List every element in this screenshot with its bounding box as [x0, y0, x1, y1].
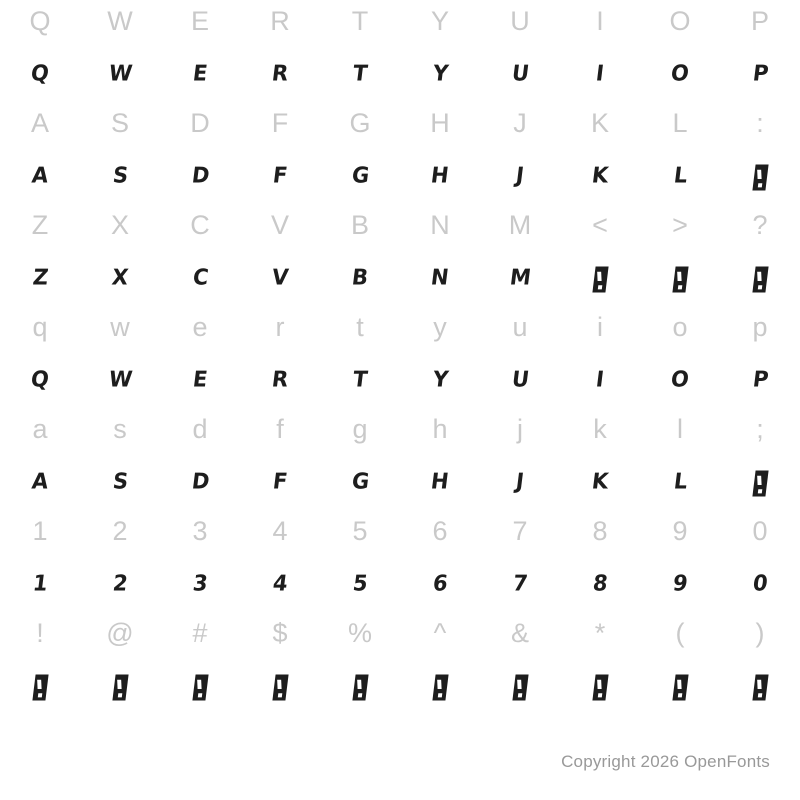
glyph-shape: K	[590, 468, 610, 494]
glyph-char	[80, 663, 160, 714]
glyph-shape: N	[429, 264, 451, 290]
glyph-char	[80, 357, 160, 408]
glyph-shape: Y	[431, 60, 449, 86]
glyph-row-qwerty-lower	[0, 357, 800, 408]
notdef-block-glyph	[112, 675, 128, 701]
key-row-zxcv-upper	[0, 204, 800, 255]
key-char: d	[192, 414, 208, 444]
notdef-block-glyph	[192, 675, 208, 701]
glyph-char	[240, 357, 320, 408]
notdef-block-glyph	[752, 471, 768, 497]
key-char: 7	[512, 516, 528, 546]
glyph-char	[480, 357, 560, 408]
notdef-block-glyph	[752, 267, 768, 293]
glyph-char	[560, 153, 640, 204]
notdef-block-glyph	[432, 675, 448, 701]
glyph-char	[400, 357, 480, 408]
notdef-block-glyph	[352, 675, 368, 701]
glyph-char	[0, 357, 80, 408]
key-char: ?	[752, 210, 768, 240]
key-char: j	[517, 414, 523, 444]
key-char: R	[270, 6, 290, 36]
glyph-row-symbols	[0, 663, 800, 714]
key-char: G	[349, 108, 371, 138]
key-char: A	[30, 108, 49, 138]
glyph-char	[720, 51, 800, 102]
key-row-asdf-upper	[0, 102, 800, 153]
key-char: 0	[752, 516, 768, 546]
key-char: l	[677, 414, 683, 444]
glyph-char	[560, 459, 640, 510]
glyph-char	[80, 51, 160, 102]
glyph-char	[320, 255, 400, 306]
glyph-shape: L	[672, 162, 689, 188]
glyph-shape: D	[190, 162, 211, 188]
key-char: 3	[192, 516, 208, 546]
glyph-char	[560, 561, 640, 612]
glyph-char	[560, 357, 640, 408]
glyph-shape: M	[508, 264, 532, 290]
glyph-shape: C	[191, 264, 210, 290]
glyph-shape: T	[351, 366, 369, 392]
glyph-char	[320, 459, 400, 510]
key-char: o	[672, 312, 688, 342]
key-char: M	[508, 210, 532, 240]
glyph-shape: 4	[271, 570, 289, 596]
key-row-symbols	[0, 612, 800, 663]
key-char: u	[512, 312, 528, 342]
key-char: S	[110, 108, 129, 138]
glyph-row-asdf-upper	[0, 153, 800, 204]
glyph-shape: 2	[111, 570, 129, 596]
glyph-char	[240, 153, 320, 204]
glyph-char	[480, 51, 560, 102]
glyph-char	[240, 51, 320, 102]
key-char: H	[430, 108, 450, 138]
glyph-char	[400, 153, 480, 204]
key-char: Q	[29, 6, 51, 36]
glyph-shape: S	[111, 162, 129, 188]
glyph-char	[0, 153, 80, 204]
glyph-char	[240, 561, 320, 612]
key-char: *	[594, 618, 606, 648]
glyph-char	[320, 561, 400, 612]
glyph-shape: 3	[191, 570, 209, 596]
glyph-shape: 7	[511, 570, 529, 596]
glyph-char	[640, 459, 720, 510]
glyph-shape: O	[669, 366, 691, 392]
glyph-shape: A	[30, 162, 50, 188]
glyph-char	[720, 663, 800, 714]
key-row-qwerty-lower	[0, 306, 800, 357]
notdef-block-glyph	[272, 675, 288, 701]
glyph-shape: J	[514, 162, 526, 188]
glyph-char	[640, 561, 720, 612]
glyph-char	[480, 153, 560, 204]
notdef-block-glyph	[512, 675, 528, 701]
glyph-shape: E	[191, 366, 209, 392]
glyph-char	[400, 663, 480, 714]
glyph-char	[80, 561, 160, 612]
glyph-char	[400, 51, 480, 102]
glyph-shape: Y	[431, 366, 449, 392]
key-char: )	[755, 618, 765, 648]
key-char: p	[752, 312, 768, 342]
key-char: 6	[432, 516, 448, 546]
glyph-char	[160, 357, 240, 408]
key-char: C	[190, 210, 210, 240]
key-char: h	[432, 414, 448, 444]
key-char: $	[272, 618, 288, 648]
notdef-block-glyph	[752, 165, 768, 191]
key-char: E	[190, 6, 209, 36]
glyph-char	[480, 459, 560, 510]
glyph-char	[0, 51, 80, 102]
key-char: ^	[433, 618, 447, 648]
key-char: ;	[756, 414, 764, 444]
glyph-char	[640, 51, 720, 102]
glyph-shape: 0	[751, 570, 769, 596]
glyph-char	[240, 255, 320, 306]
glyph-char	[0, 663, 80, 714]
key-char: #	[192, 618, 208, 648]
notdef-block-glyph	[752, 675, 768, 701]
glyph-char	[240, 663, 320, 714]
glyph-shape: X	[110, 264, 130, 290]
glyph-char	[160, 663, 240, 714]
key-char: s	[113, 414, 127, 444]
notdef-block-glyph	[672, 267, 688, 293]
glyph-char	[560, 255, 640, 306]
notdef-block-glyph	[592, 267, 608, 293]
glyph-row-qwerty-upper	[0, 51, 800, 102]
glyph-row-asdf-lower	[0, 459, 800, 510]
key-char: g	[352, 414, 368, 444]
key-char: y	[433, 312, 447, 342]
glyph-shape: F	[271, 468, 289, 494]
glyph-char	[320, 153, 400, 204]
key-char: w	[110, 312, 130, 342]
key-char: N	[430, 210, 450, 240]
glyph-char	[160, 255, 240, 306]
glyph-char	[480, 255, 560, 306]
glyph-char	[640, 153, 720, 204]
glyph-shape: B	[350, 264, 370, 290]
glyph-row-zxcv-upper	[0, 255, 800, 306]
key-char: 9	[672, 516, 688, 546]
glyph-char	[80, 459, 160, 510]
glyph-shape: A	[30, 468, 50, 494]
glyph-shape: H	[429, 468, 451, 494]
glyph-char	[720, 255, 800, 306]
key-char: k	[593, 414, 607, 444]
key-char: 5	[352, 516, 368, 546]
glyph-char	[400, 255, 480, 306]
glyph-char	[640, 255, 720, 306]
glyph-char	[720, 357, 800, 408]
glyph-shape: G	[350, 468, 370, 494]
glyph-char	[160, 51, 240, 102]
notdef-block-glyph	[672, 675, 688, 701]
key-char: 8	[592, 516, 608, 546]
glyph-shape: Q	[29, 366, 51, 392]
glyph-shape: 9	[671, 570, 689, 596]
glyph-char	[320, 51, 400, 102]
copyright-notice: Copyright 2026 OpenFonts	[561, 752, 770, 771]
glyph-shape: W	[107, 60, 133, 86]
glyph-char	[80, 153, 160, 204]
glyph-shape: V	[270, 264, 290, 290]
glyph-char	[400, 459, 480, 510]
key-char: 1	[32, 516, 48, 546]
notdef-block-glyph	[592, 675, 608, 701]
key-char: !	[36, 618, 44, 648]
glyph-char	[720, 153, 800, 204]
key-char: a	[32, 414, 48, 444]
glyph-char	[0, 255, 80, 306]
key-row-digits	[0, 510, 800, 561]
key-char: O	[669, 6, 691, 36]
glyph-shape: I	[594, 60, 606, 86]
glyph-shape: G	[350, 162, 370, 188]
glyph-char	[160, 459, 240, 510]
key-char: K	[590, 108, 609, 138]
glyph-shape: P	[751, 60, 770, 86]
glyph-shape: 8	[591, 570, 609, 596]
key-char: W	[107, 6, 133, 36]
key-char: F	[271, 108, 289, 138]
key-char: t	[356, 312, 364, 342]
glyph-shape: P	[751, 366, 770, 392]
glyph-shape: U	[510, 366, 530, 392]
key-char: 4	[272, 516, 288, 546]
glyph-shape: H	[429, 162, 451, 188]
key-char: q	[32, 312, 48, 342]
key-char: T	[351, 6, 369, 36]
key-char: r	[275, 312, 285, 342]
glyph-shape: 6	[431, 570, 449, 596]
key-row-qwerty-upper	[0, 0, 800, 51]
key-char: &	[510, 618, 529, 648]
glyph-char	[640, 357, 720, 408]
glyph-char	[560, 51, 640, 102]
key-char: X	[110, 210, 129, 240]
glyph-char	[160, 153, 240, 204]
key-char: f	[276, 414, 284, 444]
glyph-char	[480, 561, 560, 612]
glyph-shape: L	[672, 468, 689, 494]
key-char: V	[270, 210, 289, 240]
glyph-shape: E	[191, 60, 209, 86]
key-char: D	[190, 108, 210, 138]
key-char: J	[513, 108, 527, 138]
glyph-shape: S	[111, 468, 129, 494]
glyph-shape: D	[190, 468, 211, 494]
glyph-shape: W	[107, 366, 133, 392]
glyph-shape: U	[510, 60, 530, 86]
glyph-char	[720, 561, 800, 612]
glyph-shape: R	[270, 366, 290, 392]
key-char: Z	[31, 210, 49, 240]
key-char: i	[597, 312, 603, 342]
glyph-shape: K	[590, 162, 610, 188]
glyph-shape: 1	[31, 570, 49, 596]
glyph-char	[80, 255, 160, 306]
glyph-shape: 5	[351, 570, 369, 596]
glyph-shape: F	[271, 162, 289, 188]
key-char: I	[596, 6, 604, 36]
key-char: >	[672, 210, 688, 240]
glyph-char	[0, 459, 80, 510]
glyph-char	[720, 459, 800, 510]
glyph-char	[400, 561, 480, 612]
key-char: e	[192, 312, 208, 342]
glyph-shape: T	[351, 60, 369, 86]
glyph-char	[320, 663, 400, 714]
key-char: Y	[430, 6, 449, 36]
key-char: (	[675, 618, 685, 648]
key-char: P	[750, 6, 769, 36]
glyph-char	[320, 357, 400, 408]
glyph-char	[240, 459, 320, 510]
glyph-shape: J	[514, 468, 526, 494]
key-char: %	[347, 618, 372, 648]
glyph-shape: Q	[29, 60, 51, 86]
key-char: B	[350, 210, 369, 240]
key-char: @	[106, 618, 134, 648]
glyph-char	[0, 561, 80, 612]
key-row-asdf-lower	[0, 408, 800, 459]
glyph-shape: O	[669, 60, 691, 86]
glyph-row-digits	[0, 561, 800, 612]
glyph-shape: R	[270, 60, 290, 86]
glyph-char	[640, 663, 720, 714]
key-char: 2	[112, 516, 128, 546]
key-char: <	[592, 210, 608, 240]
key-char: :	[756, 108, 764, 138]
key-char: L	[672, 108, 688, 138]
notdef-block-glyph	[32, 675, 48, 701]
glyph-shape: Z	[31, 264, 49, 290]
glyph-shape: I	[594, 366, 606, 392]
glyph-char	[160, 561, 240, 612]
key-char: U	[510, 6, 530, 36]
glyph-char	[480, 663, 560, 714]
glyph-char	[560, 663, 640, 714]
